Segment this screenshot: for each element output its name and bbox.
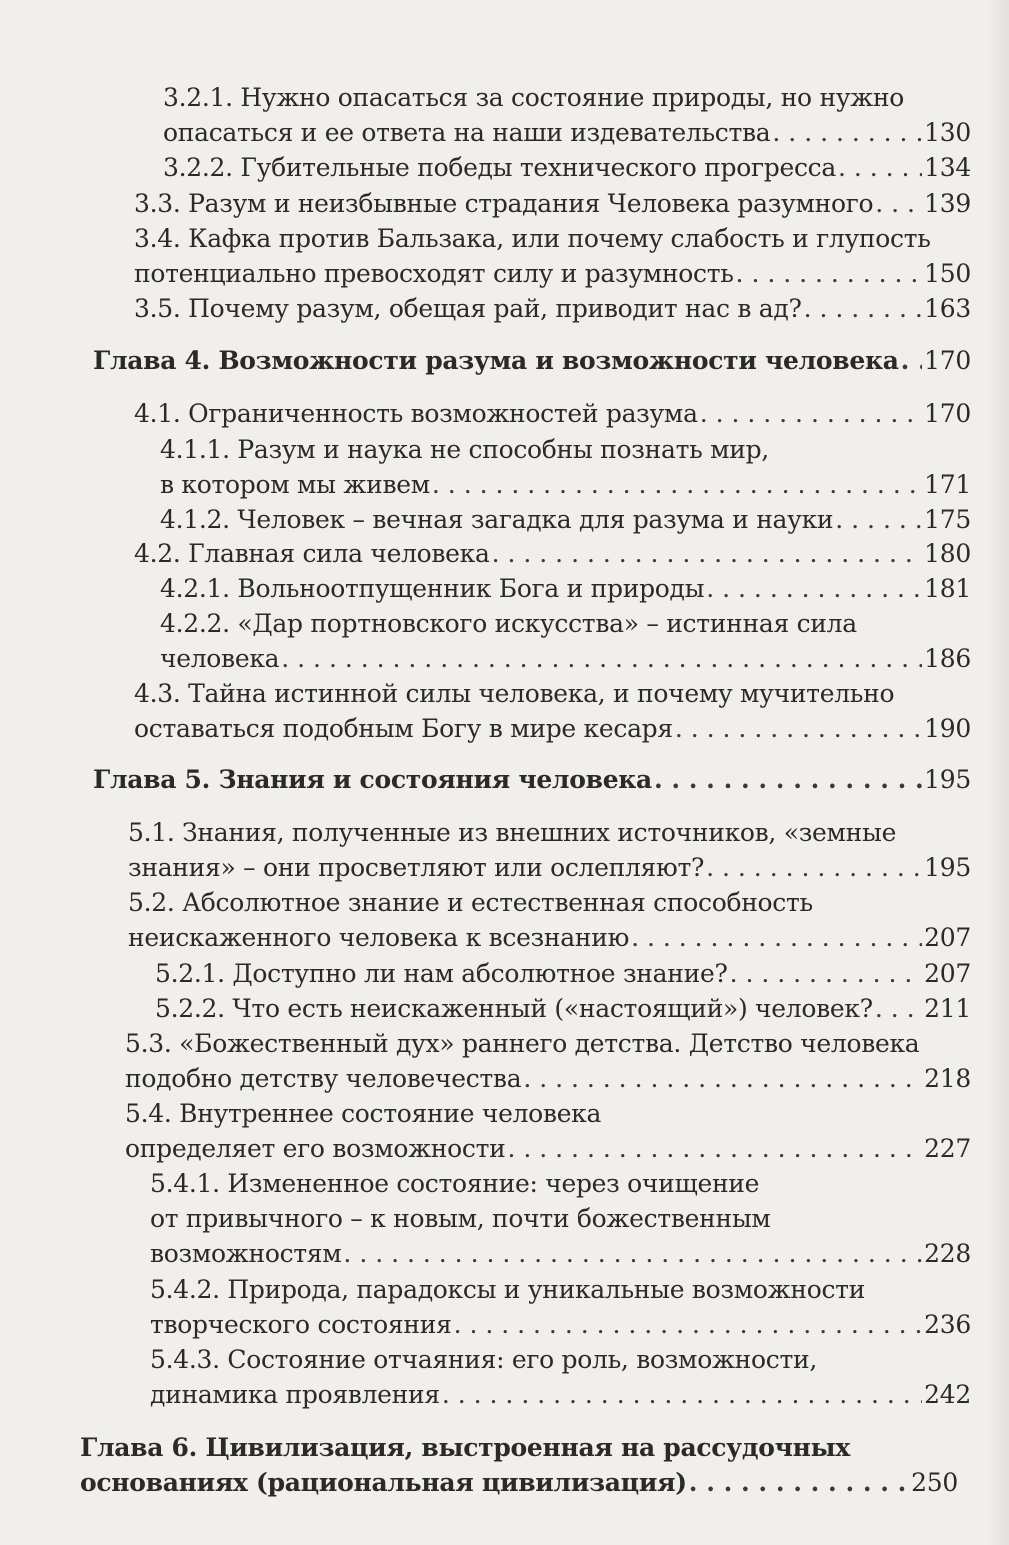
toc-entry-5-1 — [128, 815, 971, 885]
toc-entry-3-4 — [134, 221, 971, 291]
toc-entry-4-2 — [134, 536, 971, 571]
toc-entry-3-3 — [134, 186, 971, 221]
toc-entry-line: динамика проявления — [150, 1380, 440, 1409]
toc-entry-line: опасаться и ее ответа на наши издевательства — [163, 118, 771, 147]
page-number: 227 — [924, 1134, 971, 1163]
page-number: 180 — [924, 539, 971, 568]
toc-entry-line: 4.1.1. Разум и наука не способны познать мир, — [160, 435, 769, 464]
toc-entry-line: творческого состояния — [150, 1310, 452, 1339]
toc-entry-3-2-1 — [163, 80, 971, 150]
toc-entry-5-4-2 — [150, 1272, 971, 1342]
toc-entry-line: 3.4. Кафка против Бальзака, или почему слабость и глупость — [134, 224, 931, 253]
chapter-title: Глава 4. Возможности разума и возможности человека — [93, 346, 899, 375]
toc-entry-line: потенциально превосходят силу и разумность — [134, 259, 734, 288]
toc-entry-5-4-1 — [150, 1166, 971, 1271]
leader-dots — [804, 291, 923, 326]
page-number: 163 — [924, 294, 971, 323]
toc-entry-line: подобно детству человечества — [125, 1064, 522, 1093]
toc-chapter-6 — [80, 1430, 958, 1500]
toc-entry-line: от привычного – к новым, почти божественным — [150, 1204, 771, 1233]
toc-entry-title: 3.2.2. Губительные победы технического прогресса — [163, 153, 836, 182]
page-number: 150 — [924, 259, 971, 288]
toc-entry-line: 5.3. «Божественный дух» раннего детства. Детство человека — [125, 1029, 920, 1058]
leader-dots — [875, 991, 922, 1026]
toc-entry-4-1 — [134, 396, 971, 431]
toc-entry-4-2-2 — [160, 606, 971, 676]
toc-entry-line: 5.2. Абсолютное знание и естественная способность — [128, 888, 813, 917]
page-number: 139 — [924, 189, 971, 218]
chapter-title-line: Глава 6. Цивилизация, выстроенная на рассудочных — [80, 1433, 850, 1462]
leader-dots — [523, 1061, 922, 1096]
leader-dots — [772, 115, 922, 150]
leader-dots — [675, 711, 922, 746]
toc-entry-line: 5.4.2. Природа, парадоксы и уникальные возможности — [150, 1275, 866, 1304]
toc-entry-5-2-1 — [155, 956, 971, 991]
toc-entry-4-1-2 — [160, 502, 971, 537]
page-number: 181 — [924, 574, 971, 603]
leader-dots — [901, 343, 923, 378]
toc-entry-line: 5.4. Внутреннее состояние человека — [125, 1099, 602, 1128]
leader-dots — [492, 536, 923, 571]
toc-entry-line: неискаженного человека к всезнанию — [128, 923, 630, 952]
toc-entry-line: в котором мы живем — [160, 470, 430, 499]
toc-entry-5-2 — [128, 885, 971, 955]
toc-entry-line: оставаться подобным Богу в мире кесаря — [134, 714, 673, 743]
toc-entry-4-1-1 — [160, 432, 971, 502]
leader-dots — [838, 150, 922, 185]
leader-dots — [730, 956, 923, 991]
page-number: 250 — [911, 1468, 958, 1497]
toc-entry-title: 4.1.2. Человек – вечная загадка для разума и науки — [160, 505, 834, 534]
page-number: 170 — [924, 346, 971, 375]
toc-entry-title: 3.3. Разум и неизбывные страдания Человека разумного — [134, 189, 874, 218]
chapter-title: Глава 5. Знания и состояния человека — [93, 765, 652, 794]
page-number: 228 — [924, 1239, 971, 1268]
toc-entry-line: 5.1. Знания, полученные из внешних источников, «земные — [128, 818, 897, 847]
page-number: 190 — [924, 714, 971, 743]
toc-entry-5-2-2 — [155, 991, 971, 1026]
toc-chapter-4 — [93, 343, 971, 378]
toc-entry-title: 4.2. Главная сила человека — [134, 539, 490, 568]
leader-dots — [442, 1377, 922, 1412]
chapter-title-line: основаниях (рациональная цивилизация) — [80, 1468, 687, 1497]
page-number: 211 — [924, 994, 971, 1023]
leader-dots — [343, 1236, 922, 1271]
leader-dots — [689, 1465, 909, 1500]
page-number: 175 — [924, 505, 971, 534]
page-number: 130 — [924, 118, 971, 147]
leader-dots — [736, 256, 923, 291]
leader-dots — [835, 502, 922, 537]
page-number: 236 — [924, 1310, 971, 1339]
toc-entry-line: 5.4.1. Измененное состояние: через очищение — [150, 1169, 760, 1198]
toc-entry-5-3 — [125, 1026, 971, 1096]
page-number: 195 — [924, 853, 971, 882]
leader-dots — [432, 467, 922, 502]
toc-entry-5-4-3 — [150, 1342, 971, 1412]
leader-dots — [706, 850, 922, 885]
toc-entry-line: возможностям — [150, 1239, 342, 1268]
toc-entry-title: 5.2.1. Доступно ли нам абсолютное знание? — [155, 959, 728, 988]
toc-entry-title: 4.1. Ограниченность возможностей разума — [134, 399, 698, 428]
toc-entry-3-5 — [134, 291, 971, 326]
toc-entry-line: человека — [160, 644, 280, 673]
toc-entry-line: 4.2.2. «Дар портновского искусства» – истинная сила — [160, 609, 857, 638]
leader-dots — [507, 1131, 922, 1166]
toc-entry-line: 4.3. Тайна истинной силы человека, и почему мучительно — [134, 679, 895, 708]
toc-entry-title: 4.2.1. Вольноотпущенник Бога и природы — [160, 574, 705, 603]
toc-entry-line: знания» – они просветляют или ослепляют? — [128, 853, 705, 882]
page-number: 195 — [924, 765, 971, 794]
page-number: 242 — [924, 1380, 971, 1409]
page-number: 207 — [924, 923, 971, 952]
toc-entry-3-2-2 — [163, 150, 971, 185]
toc-entry-4-3 — [134, 676, 971, 746]
page-number: 218 — [924, 1064, 971, 1093]
toc-entry-title: 5.2.2. Что есть неискаженный («настоящий») человек? — [155, 994, 873, 1023]
toc-entry-line: определяет его возможности — [125, 1134, 506, 1163]
toc-entry-title: 3.5. Почему разум, обещая рай, приводит нас в ад? — [134, 294, 802, 323]
leader-dots — [281, 641, 922, 676]
leader-dots — [706, 571, 922, 606]
page-number: 171 — [924, 470, 971, 499]
page-number: 134 — [924, 153, 971, 182]
leader-dots — [631, 920, 922, 955]
toc-chapter-5 — [93, 762, 971, 797]
page-edge-shadow — [987, 0, 1009, 1545]
toc-entry-line: 3.2.1. Нужно опасаться за состояние природы, но нужно — [163, 83, 905, 112]
leader-dots — [654, 762, 922, 797]
page-number: 170 — [924, 399, 971, 428]
toc-entry-line: 5.4.3. Состояние отчаяния: его роль, возможности, — [150, 1345, 818, 1374]
toc-entry-5-4 — [125, 1096, 971, 1166]
leader-dots — [875, 186, 922, 221]
leader-dots — [454, 1307, 923, 1342]
page-number: 186 — [924, 644, 971, 673]
toc-entry-4-2-1 — [160, 571, 971, 606]
leader-dots — [700, 396, 922, 431]
page-number: 207 — [924, 959, 971, 988]
